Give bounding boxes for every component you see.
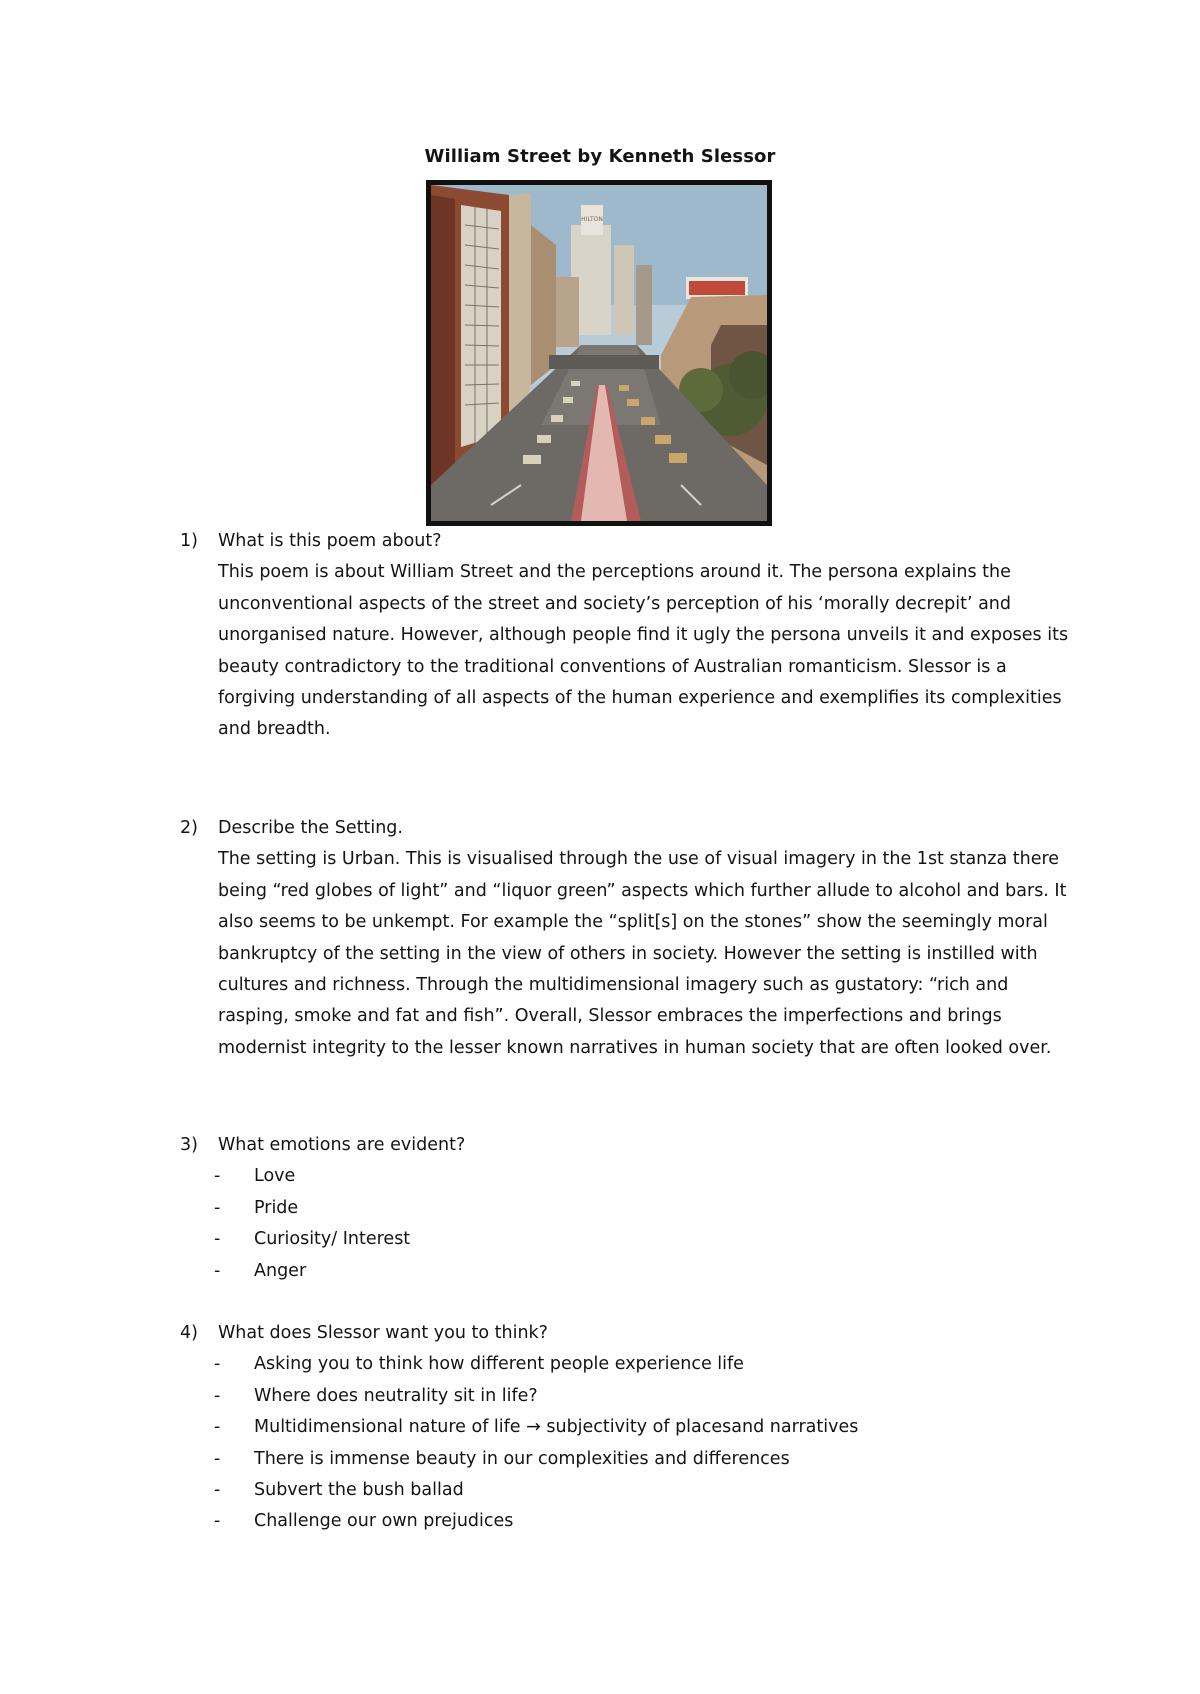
list-item-text: Love: [254, 1166, 296, 1187]
list-item-text: Asking you to think how different people experience life: [254, 1354, 744, 1375]
list-item: [214, 1161, 1080, 1192]
list-item: [214, 1193, 1080, 1224]
question-text: Describe the Setting.: [218, 818, 403, 838]
list-item-text: There is immense beauty in our complexities and differences: [254, 1448, 790, 1469]
list-item: [214, 1256, 1080, 1287]
dash-bullet: -: [214, 1260, 221, 1281]
list-item: [214, 1224, 1080, 1255]
dash-bullet: -: [214, 1229, 221, 1250]
list-item: [214, 1506, 1080, 1537]
list-item-text: Multidimensional nature of life → subjectivity of placesand narratives: [254, 1417, 859, 1438]
tower-sign: HILTON: [581, 216, 603, 223]
list-item: [214, 1475, 1080, 1506]
document-title: William Street by Kenneth Slessor: [424, 146, 776, 167]
emotion-list: [180, 1161, 1080, 1287]
answer-paragraph: The setting is Urban. This is visualised through the use of visual imagery in the 1st stanza there being “red globes of light” and “liquor green” aspects which further allude to alcohol and bars. It also seems to be unkempt. For example the “split[s] on the stones” show the seemingly moral bankruptcy of the setting in the view of others in society. However the setting is instilled with cultures and richness. Through the multidimensional imagery such as gustatory: “rich and rasping, smoke and fat and fish”. Overall, Slessor embraces the imperfections and brings modernist integrity to the lesser known narratives in human society that are often looked over.: [218, 849, 1067, 1058]
answer-paragraph: This poem is about William Street and the perceptions around it. The persona explains the unconventional aspects of the street and society’s perception of his ‘morally decrepit’ and unorganised nature. However, although people find it ugly the persona unveils it and exposes its beauty contradictory to the traditional conventions of Australian romanticism. Slessor is a forgiving understanding of all aspects of the human experience and exemplifies its complexities and breadth.: [218, 562, 1069, 740]
dash-bullet: -: [214, 1417, 221, 1438]
question-4: [180, 1318, 1080, 1538]
list-item-text: Pride: [254, 1197, 299, 1218]
dash-bullet: -: [214, 1511, 221, 1532]
dash-bullet: -: [214, 1354, 221, 1375]
dash-bullet: -: [214, 1197, 221, 1218]
list-item: [214, 1444, 1080, 1475]
question-text: What does Slessor want you to think?: [218, 1323, 548, 1343]
question-number: 4): [180, 1323, 198, 1343]
street-photo-illustration: [431, 185, 767, 521]
dash-bullet: -: [214, 1480, 221, 1501]
question-text: What is this poem about?: [218, 531, 442, 551]
list-item-text: Where does neutrality sit in life?: [254, 1385, 538, 1406]
dash-bullet: -: [214, 1385, 221, 1406]
list-item-text: Anger: [254, 1260, 307, 1281]
dash-bullet: -: [214, 1166, 221, 1187]
question-number: 2): [180, 818, 198, 838]
street-photo: [426, 180, 772, 526]
list-item: [214, 1349, 1080, 1380]
question-1: [180, 526, 1080, 746]
question-number: 3): [180, 1135, 198, 1155]
list-item: [214, 1381, 1080, 1412]
list-item-text: Curiosity/ Interest: [254, 1229, 411, 1250]
list-item-text: Challenge our own prejudices: [254, 1511, 514, 1532]
dash-bullet: -: [214, 1448, 221, 1469]
list-item: [214, 1412, 1080, 1443]
list-item-text: Subvert the bush ballad: [254, 1480, 464, 1501]
question-number: 1): [180, 531, 198, 551]
question-2: [180, 813, 1080, 1064]
question-text: What emotions are evident?: [218, 1135, 466, 1155]
question-3: [180, 1130, 1080, 1287]
think-list: [180, 1349, 1080, 1537]
